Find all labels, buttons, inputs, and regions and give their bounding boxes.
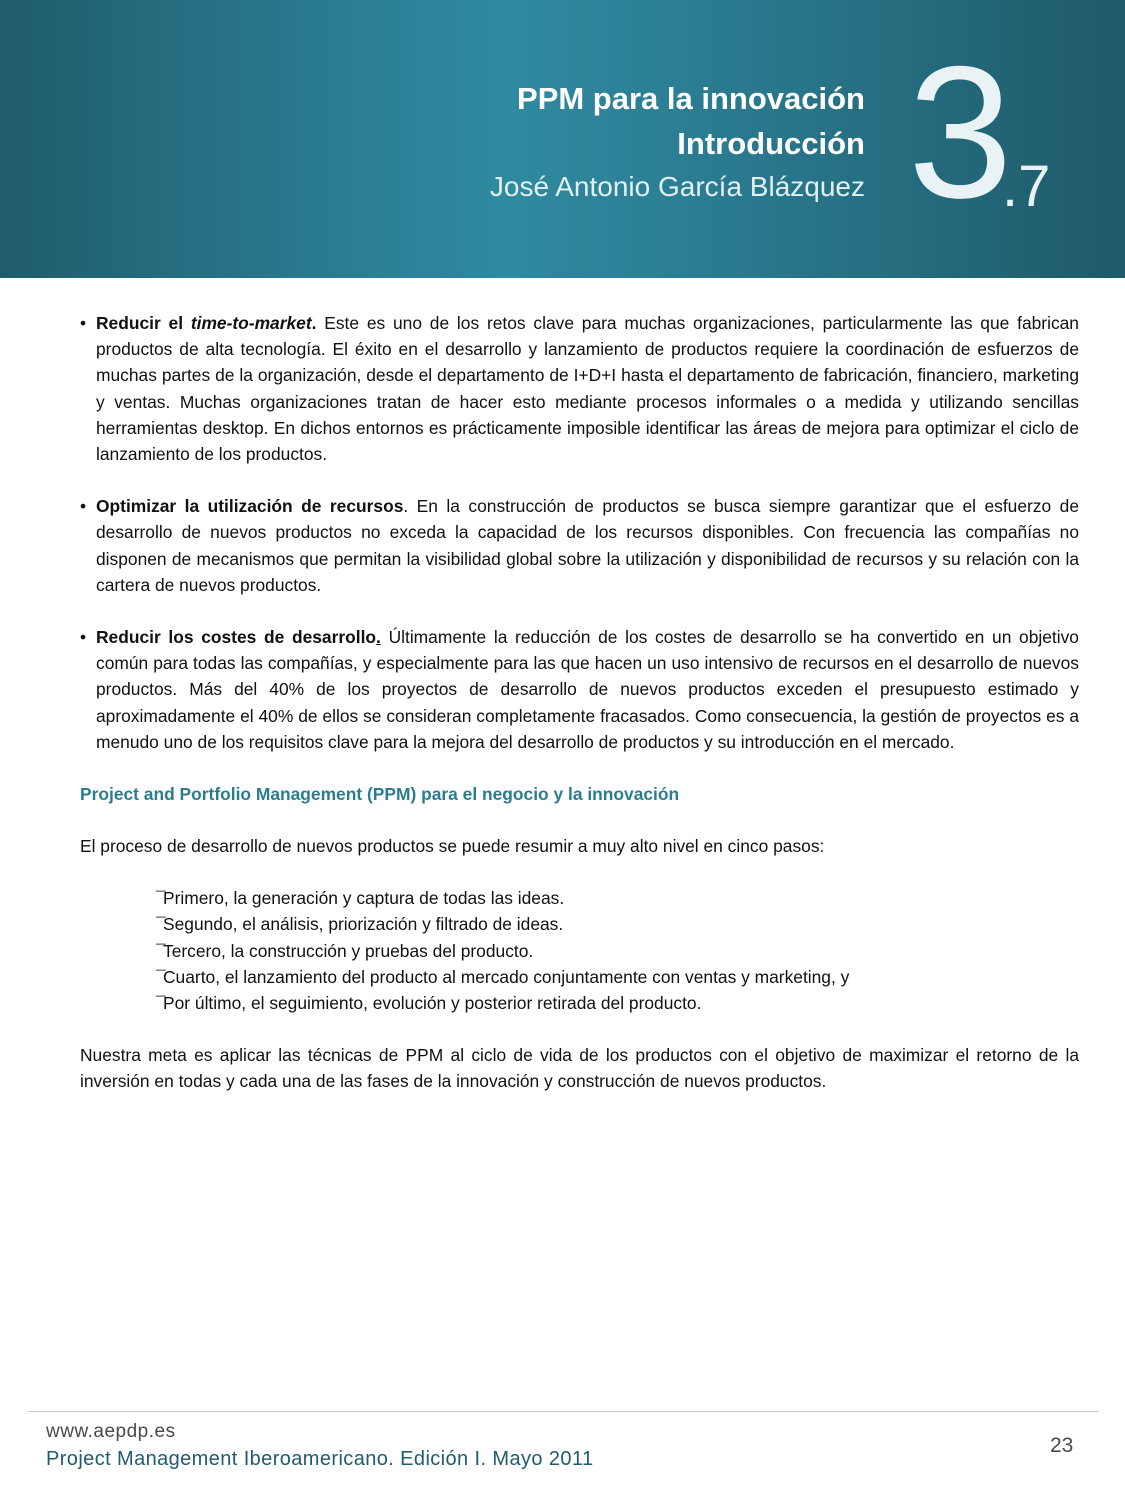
chapter-title: PPM para la innovación (517, 81, 865, 116)
intro-paragraph: El proceso de desarrollo de nuevos productos se puede resumir a muy alto nivel en cinco pasos: (80, 836, 825, 857)
bullet-text (96, 493, 1079, 598)
step-marker: ¯ (156, 966, 166, 987)
step-marker: ¯ (156, 888, 166, 909)
bullet-lead: Reducir el (96, 313, 191, 333)
chapter-header-banner (0, 0, 1125, 278)
bullet-body: Últimamente la reducción de los costes de desarrollo se ha convertido en un objetivo común para todas las compañías, y especialmente para las que hacen un uso intensivo de recursos en el desarrollo de nuevos productos. Más del 40% de los proyectos de desarrollo de nuevos productos exceden el presupuesto estimado y aproximadamente el 40% de ellos se consideran completamente fracasados. Como consecuencia, la gestión de proyectos es a menudo uno de los requisitos clave para la mejora del desarrollo de productos y su introducción en el mercado. (96, 627, 1079, 752)
bullet-lead: Optimizar la utilización de recursos (96, 496, 404, 517)
step-marker: ¯ (156, 914, 166, 935)
page-number: 23 (1050, 1434, 1074, 1457)
footer-url[interactable]: www.aepdp.es (46, 1421, 176, 1442)
bullet-marker: • (80, 627, 87, 648)
title-block (490, 76, 865, 208)
bullet-item (80, 493, 1079, 598)
bullet-marker: • (80, 496, 87, 517)
step-text: Por último, el seguimiento, evolución y posterior retirada del producto. (163, 993, 702, 1014)
list-item (156, 990, 1079, 1016)
bullet-lead-italic: time-to-market (190, 313, 312, 333)
section-heading: Project and Portfolio Management (PPM) para el negocio y la innovación (80, 784, 680, 805)
chapter-number: 3 (908, 27, 1013, 237)
author-name: José Antonio García Blázquez (489, 171, 865, 202)
bullet-body: Este es uno de los retos clave para muchas organizaciones, particularmente las que fabrican productos de alta tecnología. El éxito en el desarrollo y lanzamiento de productos requiere la coordinación de esfuerzos de muchas partes de la organización, desde el departamento de I+D+I hasta el departamento de fabricación, financiero, marketing y ventas. Muchas organizaciones tratan de hacer esto mediante procesos informales o a medida y utilizando sencillas herramientas desktop. En dichos entornos es prácticamente imposible identificar las áreas de mejora para optimizar el ciclo de lanzamiento de los productos. (96, 313, 1079, 465)
footer-divider (28, 1411, 1098, 1412)
bullet-marker: • (80, 313, 87, 333)
step-marker: ¯ (156, 993, 166, 1014)
list-item (156, 938, 1079, 964)
chapter-subtitle: Introducción (677, 126, 865, 161)
article-body (80, 310, 1079, 1121)
conclusion-paragraph: Nuestra meta es aplicar las técnicas de PPM al ciclo de vida de los productos con el objetivo de maximizar el retorno de la inversión en todas y cada una de las fases de la innovación y construcción de nuevos productos. (80, 1045, 1079, 1092)
footer-publication: Project Management Iberoamericano. Edición I. Mayo 2011 (46, 1448, 594, 1470)
bullet-item (80, 624, 1079, 755)
list-item (156, 964, 1079, 990)
bullet-text (96, 310, 1079, 467)
list-item (156, 911, 1079, 937)
step-text: Segundo, el análisis, priorización y filtrado de ideas. (163, 914, 564, 935)
bullet-item (80, 310, 1079, 467)
step-text: Cuarto, el lanzamiento del producto al mercado conjuntamente con ventas y marketing, y (163, 966, 850, 987)
bullet-lead-end: . (376, 627, 381, 648)
chapter-subnumber: .7 (1002, 154, 1051, 219)
step-text: Primero, la generación y captura de todas las ideas. (163, 888, 565, 909)
step-text: Tercero, la construcción y pruebas del producto. (163, 940, 534, 961)
bullet-text (96, 624, 1079, 755)
bullet-lead-end: . (311, 313, 317, 333)
step-marker: ¯ (156, 940, 166, 961)
bullet-lead: Reducir los costes de desarrollo (96, 627, 377, 648)
steps-list (80, 885, 1079, 1016)
bullet-body: . En la construcción de productos se busca siempre garantizar que el esfuerzo de desarrollo de nuevos productos no exceda la capacidad de los recursos disponibles. Con frecuencia las compañías no disponen de mecanismos que permitan la visibilidad global sobre la utilización y disponibilidad de recursos y su relación con la cartera de nuevos productos. (96, 496, 1079, 595)
list-item (156, 885, 1079, 911)
